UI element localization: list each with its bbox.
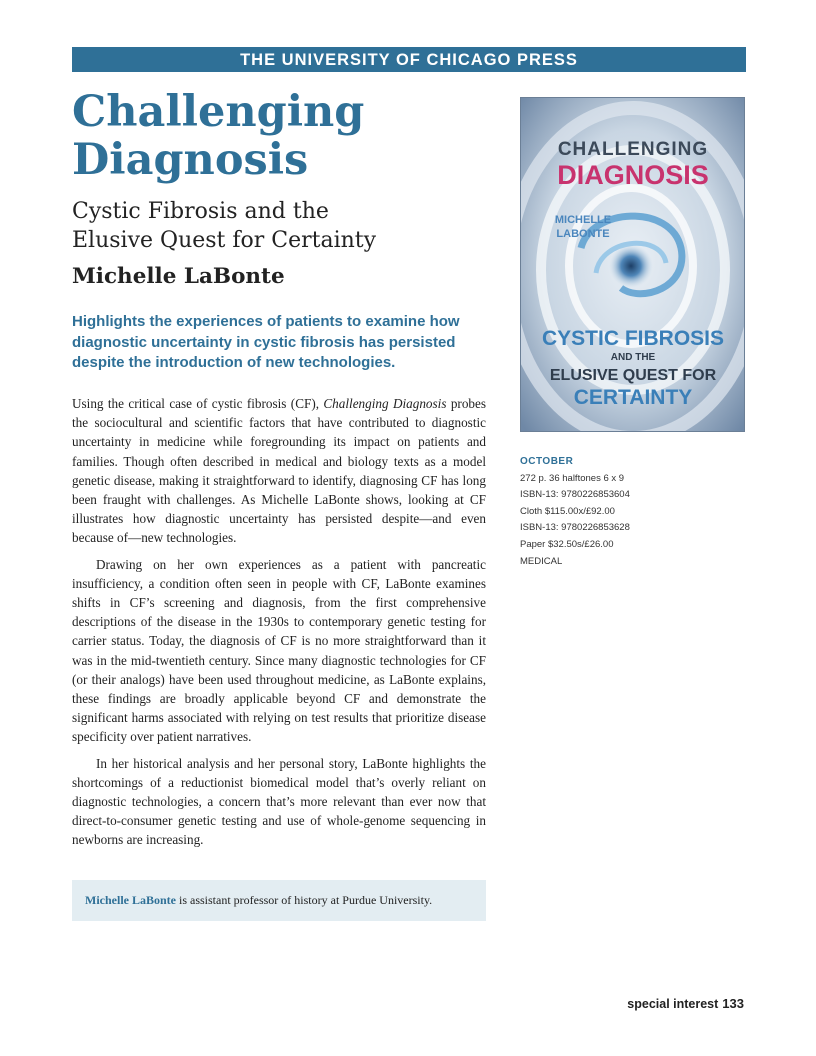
book-title <box>72 88 492 184</box>
author-bio-box <box>72 880 486 921</box>
isbn-cloth: ISBN-13: 9780226853604 <box>520 489 630 501</box>
subject-category: MEDICAL <box>520 555 563 567</box>
cover-subtitle-line-1: CYSTIC FIBROSIS <box>541 327 725 350</box>
italic-book-title: Challenging Diagnosis <box>323 396 447 411</box>
cover-title-line-1: CHALLENGING <box>557 139 709 160</box>
subtitle-line-1: Cystic Fibrosis and the <box>72 199 329 224</box>
title-line-1: Challenging <box>72 87 365 137</box>
book-tagline: Highlights the experiences of patients to examine how diagnostic uncertainty in cystic fibrosis has persisted despite the introduction of new technologies. <box>72 313 460 371</box>
page-count: 272 p. 36 halftones 6 x 9 <box>520 472 625 484</box>
pub-month: OCTOBER <box>520 456 574 467</box>
book-description <box>72 394 486 850</box>
book-author: Michelle LaBonte <box>72 264 285 289</box>
description-paragraph-2: Drawing on her own experiences as a patient with pancreatic insufficiency, a condition often seen in people with CF, LaBonte examines shifts in CF’s screening and diagnosis, from the first comprehensive descriptions of the disease in the 1930s to contemporary genetic testing for carrier status. Today, the diagnosis of CF is no more straightforward than it was in the mid-twentieth century. Since many diagnostic technologies for CF (or their analogs) have been used throughout medicine, as LaBonte explains, these findings are broadly applicable beyond CF and demonstrate the significant harms associated with relying on test results that prioritize disease specificity over patient narratives. <box>72 556 486 745</box>
cover-title-line-2: DIAGNOSIS <box>557 160 709 190</box>
page-number: 133 <box>722 996 744 1011</box>
price-cloth: Cloth $115.00x/£92.00 <box>520 505 615 517</box>
cover-author-line-2: LABONTE <box>556 228 610 240</box>
cover-author-line-1: MICHELLE <box>554 214 612 226</box>
price-paper: Paper $32.50s/£26.00 <box>520 538 614 550</box>
book-metadata <box>520 454 745 570</box>
cover-subtitle-line-3: ELUSIVE QUEST FOR <box>549 367 717 384</box>
page-footer <box>627 996 744 1011</box>
cover-art <box>521 98 745 432</box>
bio-text: is assistant professor of history at Purdue University. <box>175 893 433 907</box>
cover-subtitle-line-4: CERTAINTY <box>573 386 693 409</box>
book-cover <box>520 97 745 432</box>
title-line-2: Diagnosis <box>72 135 309 185</box>
description-paragraph-1: Using the critical case of cystic fibrosis (CF), Challenging Diagnosis probes the sociocultural and scientific factors that have contributed to diagnostic uncertainty in medicine while foregrounding its impact on patients and families. Though often described in medical and biology texts as a model genetic disease, making it straightforward to identify, diagnosing CF has long been fraught with challenges. As Michelle LaBonte shows, looking at CF illustrates how diagnostic uncertainty has persisted despite—and even because of—new technologies. <box>72 396 486 546</box>
isbn-paper: ISBN-13: 9780226853628 <box>520 522 630 534</box>
book-subtitle <box>72 197 492 255</box>
bio-author-name: Michelle LaBonte <box>85 893 176 907</box>
subtitle-line-2: Elusive Quest for Certainty <box>72 228 377 253</box>
cover-subtitle-line-2: AND THE <box>610 352 656 363</box>
description-paragraph-3: In her historical analysis and her personal story, LaBonte highlights the shortcomings of a reductionist biomedical model that’s overly reliant on diagnostic technologies, a concern that’s more relevant than ever now that direct-to-consumer genetic testing and use of whole-genome sequencing in newborns are increasing. <box>72 755 486 848</box>
footer-section: special interest <box>627 997 719 1011</box>
publisher-banner: THE UNIVERSITY OF CHICAGO PRESS <box>72 47 746 72</box>
